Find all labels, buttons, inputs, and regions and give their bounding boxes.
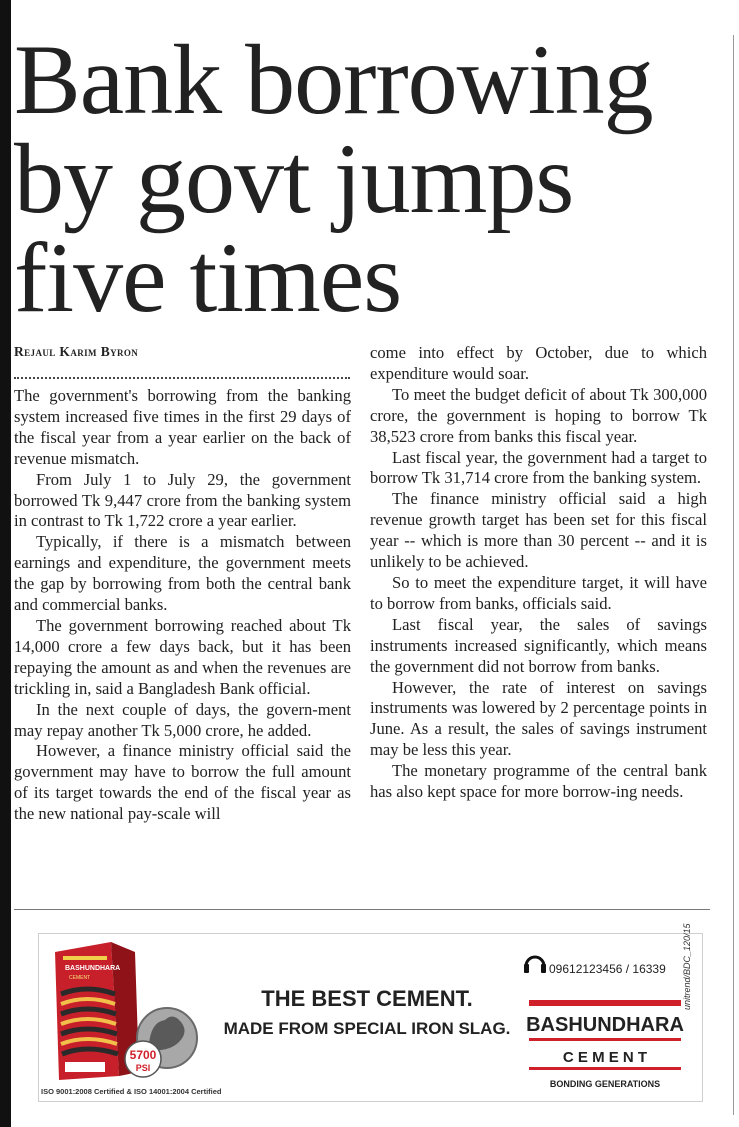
headline: Bank borrowing by govt jumps five times [14, 24, 653, 333]
bag-sub-label: CEMENT [69, 975, 91, 981]
ad-tagline-1: THE BEST CEMENT. [261, 986, 473, 1011]
cement-advertisement [38, 933, 703, 1102]
paragraph: To meet the budget deficit of about Tk 300,000 crore, the government is hoping to borrow Tk 38,523 crore from banks this fiscal year. [370, 384, 707, 446]
logo-mid-bar [529, 1038, 681, 1041]
right-margin-rule [733, 35, 734, 1115]
paragraph: come into effect by October, due to which expenditure would soar. [370, 343, 707, 383]
paragraph: However, a finance ministry official said the government may have to borrow the full amount of its target towards the end of the fiscal year as the new national pay-scale will [14, 741, 351, 824]
byline-dotted-rule [14, 377, 350, 379]
paragraph: The government borrowing reached about Tk 14,000 crore a few days back, but it has been repaying the amount as and when the revenues are trickling in, said a Bangladesh Bank official. [14, 615, 351, 698]
ad-production-tag: unitrend/BDC_120/15 [682, 923, 692, 1010]
ad-separator-rule [14, 909, 710, 910]
byline: Rejaul Karim Byron [14, 344, 139, 359]
paragraph: The monetary programme of the central bank has also kept space for more borrow-ing needs. [370, 761, 707, 802]
paragraph: Last fiscal year, the government had a target to borrow Tk 31,714 crore from the banking system. [370, 447, 707, 488]
article-column-1 [14, 386, 351, 825]
left-edge-bar [0, 0, 11, 1127]
psi-value: 5700 [129, 1048, 157, 1062]
logo-bottom-bar [529, 1067, 681, 1070]
iso-certification: ISO 9001:2008 Certified & ISO 14001:2004 Certified [41, 1087, 222, 1096]
paragraph: In the next couple of days, the govern-ment may repay another Tk 5,000 crore, he added. [14, 699, 351, 740]
brand-logo-sub: C E M E N T [562, 1049, 648, 1066]
logo-top-bar [529, 1000, 681, 1006]
phone-headset-icon [524, 957, 546, 973]
paragraph: So to meet the expenditure target, it will have to borrow from banks, officials said. [370, 572, 707, 613]
bag-brand-label: BASHUNDHARA [65, 965, 121, 972]
phone-number: 09612123456 / 16339 [549, 962, 666, 976]
ad-tagline-2: MADE FROM SPECIAL IRON SLAG. [223, 1019, 511, 1038]
brand-logo-name: BASHUNDHARA [526, 1014, 684, 1036]
paragraph: However, the rate of interest on savings instruments was lowered by 2 percentage points in June. As a result, the sales of savings instrument may be less this year. [370, 677, 707, 760]
paragraph: Last fiscal year, the sales of savings instruments increased significantly, which means the government did not borrow from banks. [370, 614, 707, 676]
psi-unit: PSI [135, 1063, 151, 1073]
advertisement-artwork [39, 934, 702, 1101]
paragraph: Typically, if there is a mismatch between earnings and expenditure, the government meets the gap by borrowing from both the central bank and commercial banks. [14, 532, 351, 615]
paragraph: The finance ministry official said a high revenue growth target has been set for this fiscal year -- which is more than 30 percent -- and it is unlikely to be achieved. [370, 489, 707, 572]
paragraph: From July 1 to July 29, the government borrowed Tk 9,447 crore from the banking system in contrast to Tk 1,722 crore a year earlier. [14, 469, 351, 531]
brand-slogan: BONDING GENERATIONS [549, 1079, 661, 1089]
article-column-2 [370, 343, 707, 803]
paragraph: The government's borrowing from the banking system increased five times in the first 29 days of the fiscal year from a year earlier on the back of revenue mismatch. [14, 386, 351, 468]
